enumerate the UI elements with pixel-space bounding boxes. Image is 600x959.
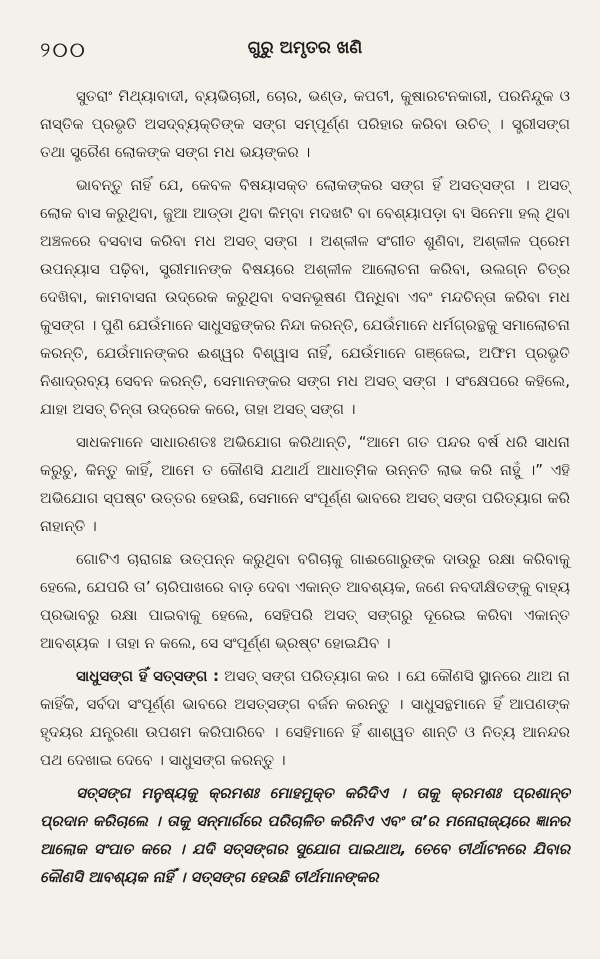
paragraph: ସାଧକମାନେ ସାଧାରଣତଃ ଅଭିଯୋଗ କରିଥାନ୍ତି, “ଆମେ ଗତ ପନ୍ଦର ବର୍ଷ ଧରି ସାଧନା କରୁଚୁ, କିନ୍ତୁ କାହିଁ, ଆମେ ତ କୌଣସି ଯଥାର୍ଥ ଆଧାତ୍ମିକ ଉନ୍ନତି ଲାଭ କରି ନାହୁଁ ।” ଏହି ଅଭିଯୋଗ ସ୍ପଷ୍ଟ ଉତ୍ତର ହେଉଛି, ସେମାନେ ସଂପୂର୍ଣ୍ଣ ଭାବରେ ଅସତ୍ ସଙ୍ଗ ପରିତ୍ୟାଗ କରି ନାହାନ୍ତି । [40, 433, 570, 535]
paragraph: ଗୋଟିଏ ଚାରାଗଛ ଉତ୍ପନ୍ନ କରୁଥିବା ବଗିଚାକୁ ଗାଈଗୋରୁଙ୍କ ଦାଉରୁ ରକ୍ଷା କରିବାକୁ ହେଲେ, ଯେପରି ତା’ ଚାରିପାଖରେ ବାଡ଼ ଦେବା ଏକାନ୍ତ ଆବଶ୍ୟକ, ଜଣେ ନବଦୀକ୍ଷିତଙ୍କୁ ବାହ୍ୟ ପ୍ରଭାବରୁ ରକ୍ଷା ପାଇବାକୁ ହେଲେ, ସେହିପରି ଅସତ୍ ସଙ୍ଗରୁ ଦୂରେଇ କରିବା ଏକାନ୍ତ ଆବଶ୍ୟକ । ତାହା ନ କଲେ, ସେ ସଂପୂର୍ଣ୍ଣ ଭ୍ରଷ୍ଟ ହୋଇଯିବ । [40, 550, 570, 652]
body-text [40, 82, 570, 891]
paragraph: ସୁତରାଂ ମିଥ୍ୟାବାଦୀ, ବ୍ୟଭିଚାରୀ, ଚୋର, ଭଣ୍ଡ, କପଟୀ, କୁଷାରଟନକାରୀ, ପରନିନ୍ଦୁକ ଓ ନାସ୍ତିକ ପ୍ରଭୃତି ଅସଦ୍‌ବ୍ୟକ୍ତିଙ୍କ ସଙ୍ଗ ସମ୍ପୂର୍ଣ୍ଣ ପରିହାର କରିବା ଉଚିତ୍ । ସ୍ତ୍ରୀସଙ୍ଗ ତଥା ସ୍ତ୍ରୈଣ ଲୋକଙ୍କ ସଙ୍ଗ ମଧ ଭୟଙ୍କର । [40, 87, 570, 161]
paragraph: ଭାବନ୍ତୁ ନାହିଁ ଯେ, କେବଳ ବିଷୟାସକ୍ତ ଲୋକଙ୍କର ସଙ୍ଗ ହିଁ ଅସତ୍‌ସଙ୍ଗ । ଅସତ୍ ଲୋକ ବାସ କରୁଥିବା, ଜୁଆ ଆଡ୍ଡା ଥିବା କିମ୍ବା ମଦଖଟି ବା ବେଶ୍ୟାପଡ଼ା ବା ସିନେମା ହଲ୍ ଥିବା ଅଞ୍ଚଳରେ ବସବାସ କରିବା ମଧ ଅସତ୍ ସଙ୍ଗ । ଅଶ୍ଳୀଳ ସଂଗୀତ ଶୁଣିବା, ଅଶ୍ଳୀଳ ପ୍ରେମ ଉପନ୍ୟାସ ପଢ଼ିବା, ସ୍ତ୍ରୀମାନଙ୍କ ବିଷୟରେ ଅଶ୍ଳୀଳ ଆଲୋଚନା କରିବା, ଉଲଗ୍ନ ଚିତ୍ର ଦେଖିବା, କାମବାସନା ଉଦ୍ରେକ କରୁଥିବା ବସନଭୂଷଣ ପିନ୍ଧିବା ଏବଂ ମନ୍ଦଚିନ୍ତା କରିବା ମଧ କୁସଙ୍ଗ । ପୁଣି ଯେଉଁମାନେ ସାଧୁସନ୍ଥଙ୍କର ନିନ୍ଦା କରନ୍ତି, ଯେଉଁମାନେ ଧର୍ମଗ୍ରନ୍ଥକୁ ସମାଲୋଚନା କରନ୍ତି, ଯେଉଁମାନଙ୍କର ଈଶ୍ୱର ବିଶ୍ୱାସ ନାହିଁ, ଯେଉଁମାନେ ଗଞ୍ଜେଇ, ଅଫିମ ପ୍ରଭୃତି ନିଶାଦ୍ରବ୍ୟ ସେବନ କରନ୍ତି, ସେମାନଙ୍କର ସଙ୍ଗ ମଧ ଅସତ୍ ସଙ୍ଗ । ସଂକ୍ଷେପରେ କହିଲେ, ଯାହା ଅସତ୍ ଚିନ୍ତା ଉଦ୍ରେକ କରେ, ତାହା ଅସତ୍ ସଙ୍ଗ । [40, 176, 570, 418]
subhead-paragraph-text: ଅସତ୍ ସଙ୍ଗ ପରିତ୍ୟାଗ କର । ଯେ କୌଣସି ସ୍ଥାନରେ ଥାଅ ନା କାହିଁକି, ସର୍ବଦା ସଂପୂର୍ଣ୍ଣ ଭାବରେ ଅସତ୍‌ସଙ୍ଗ ବର୍ଜନ କରନ୍ତୁ । ସାଧୁସନ୍ଥମାନେ ହିଁ ଆପଣଙ୍କ ହୃଦୟର ଯନ୍ତ୍ରଣା ଉପଶମ କରିପାରିବେ । ସେହିମାନେ ହିଁ ଶାଶ୍ୱତ ଶାନ୍ତି ଓ ନିତ୍ୟ ଆନନ୍ଦର ପଥ ଦେଖାଇ ଦେବେ । ସାଧୁସଙ୍ଗ କରନ୍ତୁ । [40, 667, 570, 769]
running-title: ଗୁରୁ ଅମୃତର ଖଣି [247, 38, 363, 58]
section-heading: ସାଧୁସଙ୍ଗ ହିଁ ସତ୍‌ସଙ୍ଗ : [76, 667, 219, 685]
subhead-paragraph [40, 662, 570, 774]
page-number: ୨୦୦ [40, 38, 87, 62]
closing-paragraph: ସତ୍‌ସଙ୍ଗ ମନୁଷ୍ୟକୁ କ୍ରମଶଃ ମୋହମୁକ୍ତ କରିଦିଏ । ତାକୁ କ୍ରମଶଃ ପ୍ରଶାନ୍ତ ପ୍ରଦାନ କରିଚାଲେ । ତାକୁ ସନ୍ମାର୍ଗରେ ପରିଚାଳିତ କରିନିଏ ଏବଂ ତା’ର ମନୋରାଜ୍ୟରେ ଜ୍ଞାନର ଆଲୋକ ସଂପାତ କରେ । ଯଦି ସତ୍‌ସଙ୍ଗର ସୁଯୋଗ ପାଇଥାଅ, ତେବେ ତୀର୍ଥାଟନରେ ଯିବାର କୌଣସି ଆବଶ୍ୟକ ନାହିଁ । ସତ୍‌ସଙ୍ଗ ହେଉଛି ତୀର୍ଥମାନଙ୍କର [40, 784, 570, 886]
page-header [40, 38, 570, 82]
